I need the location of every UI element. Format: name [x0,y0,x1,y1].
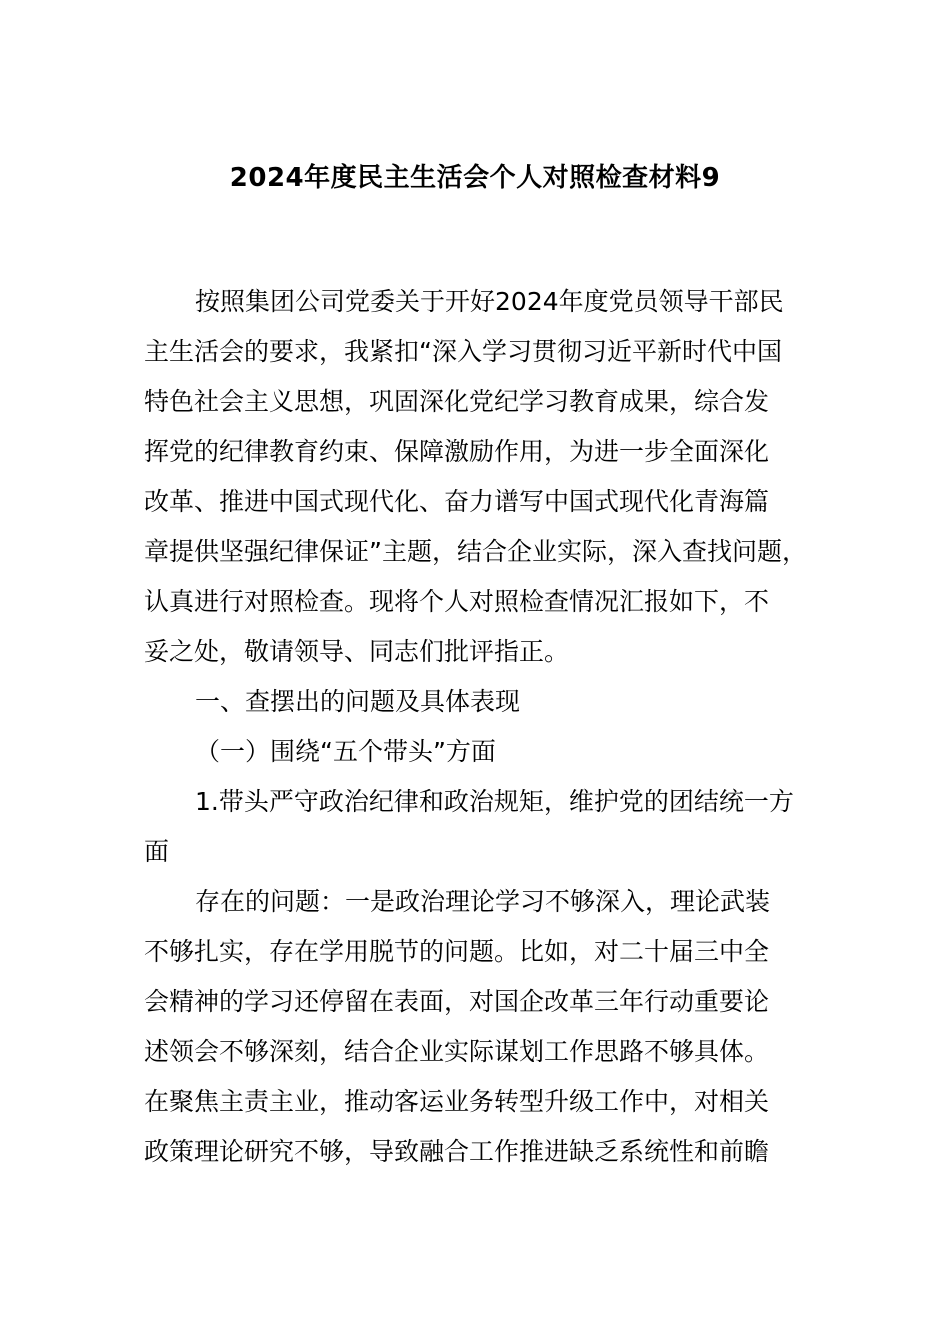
paragraph-line: 存在的问题：一是政治理论学习不够深入，理论武装 [195,887,771,916]
subsection-heading: （一）围绕“五个带头”方面 [195,737,496,766]
document-body [144,282,834,1182]
paragraph-line: 按照集团公司党委关于开好2024年度党员领导干部民 [195,287,784,316]
paragraph-line: 会精神的学习还停留在表面，对国企改革三年行动重要论 [144,987,770,1016]
paragraph-line: 在聚焦主责主业，推动客运业务转型升级工作中，对相关 [144,1087,770,1116]
item-heading: 1.带头严守政治纪律和政治规矩，维护党的团结统一方 [195,787,794,816]
paragraph-line: 政策理论研究不够，导致融合工作推进缺乏系统性和前瞻 [144,1137,770,1166]
item-heading-continuation: 面 [144,837,170,866]
paragraph-line: 述领会不够深刻，结合企业实际谋划工作思路不够具体。 [144,1037,770,1066]
paragraph-line: 不够扎实，存在学用脱节的问题。比如，对二十届三中全 [144,937,770,966]
paragraph-line: 认真进行对照检查。现将个人对照检查情况汇报如下，不 [144,587,770,616]
document-title: 2024年度民主生活会个人对照检查材料9 [229,163,721,193]
section-heading: 一、查摆出的问题及具体表现 [195,687,521,716]
paragraph-line: 挥党的纪律教育约束、保障激励作用，为进一步全面深化 [144,437,770,466]
paragraph-line: 主生活会的要求，我紧扣“深入学习贯彻习近平新时代中国 [144,337,782,366]
paragraph-line: 特色社会主义思想，巩固深化党纪学习教育成果，综合发 [144,387,770,416]
paragraph-line: 妥之处，敬请领导、同志们批评指正。 [144,637,570,666]
paragraph-line: 章提供坚强纪律保证”主题，结合企业实际，深入查找问题， [144,537,807,566]
paragraph-line: 改革、推进中国式现代化、奋力谱写中国式现代化青海篇 [144,487,770,516]
